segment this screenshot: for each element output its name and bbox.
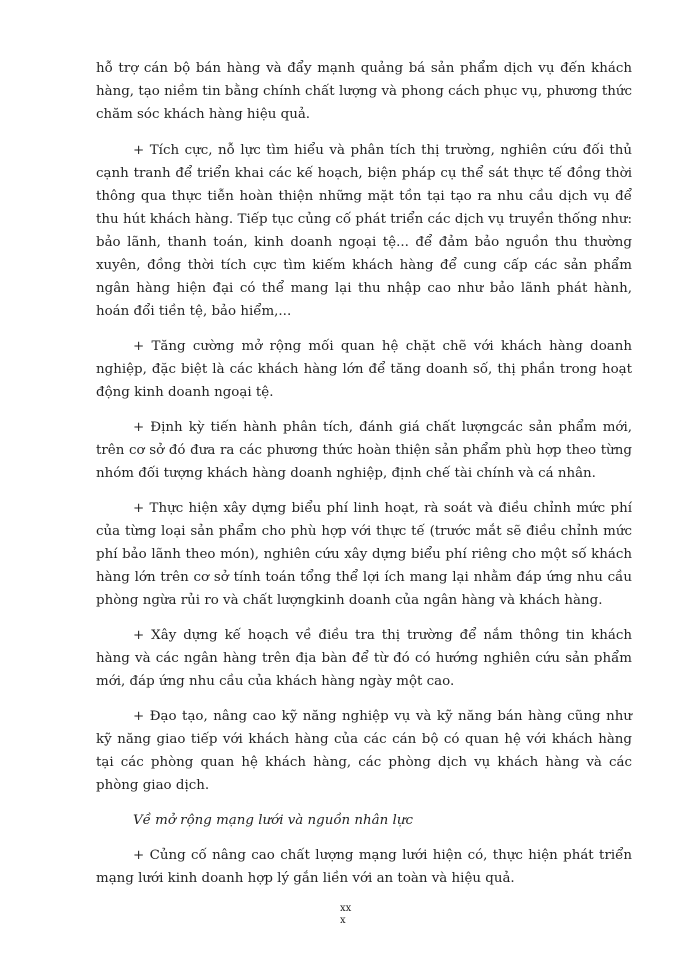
document-page [96, 57, 632, 902]
section-heading: Về mở rộng mạng lưới và nguồn nhân lực [133, 813, 413, 828]
paragraph-network: + Củng cố nâng cao chất lượng mạng lưới hiện có, thực hiện phát triển mạng lưới kinh doanh hợp lý gắn liền với an toàn và hiệu quả. [96, 848, 632, 886]
paragraph-customer-relations: + Tăng cường mở rộng mối quan hệ chặt chẽ với khách hàng doanh nghiệp, đặc biệt là các khách hàng lớn để tăng doanh số, thị phần trong hoạt động kinh doanh ngoại tệ. [96, 339, 632, 400]
paragraph-product-analysis: + Định kỳ tiến hành phân tích, đánh giá chất lượngcác sản phẩm mới, trên cơ sở đó đưa ra các phương thức hoàn thiện sản phẩm phù hợp theo từng nhóm đối tượng khách hàng doanh nghiệp, định chế tài chính và cá nhân. [96, 420, 632, 481]
paragraph-training: + Đạo tạo, nâng cao kỹ năng nghiệp vụ và kỹ năng bán hàng cũng như kỹ năng giao tiếp với khách hàng của các cán bộ có quan hệ với khách hàng tại các phòng quan hệ khách hàng, các phòng dịch vụ khách hàng và các phòng giao dịch. [96, 709, 632, 793]
paragraph-continuation: hỗ trợ cán bộ bán hàng và đẩy mạnh quảng bá sản phẩm dịch vụ đến khách hàng, tạo niềm tin bằng chính chất lượng và phong cách phục vụ, phương thức chăm sóc khách hàng hiệu quả. [96, 61, 632, 122]
paragraph-market-survey: + Xây dựng kế hoạch về điều tra thị trường để nắm thông tin khách hàng và các ngân hàng trên địa bàn để từ đó có hướng nghiên cứu sản phẩm mới, đáp ứng nhu cầu của khách hàng ngày một cao. [96, 628, 632, 689]
page-number: xx x [340, 903, 352, 926]
paragraph-market-research: + Tích cực, nỗ lực tìm hiểu và phân tích thị trường, nghiên cứu đối thủ cạnh tranh để triển khai các kế hoạch, biện pháp cụ thể sát thực tế đồng thời thông qua thực tiễn hoàn thiện những mặt tồn tại tạo ra nhu cầu dịch vụ để thu hút khách hàng. Tiếp tục củng cố phát triển các dịch vụ truyền thống như: bảo lãnh, thanh toán, kinh doanh ngoại tệ... để đảm bảo nguồn thu thường xuyên, đồng thời tích cực tìm kiếm khách hàng để cung cấp các sản phẩm ngân hàng hiện đại có thể mang lại thu nhập cao như bảo lãnh phát hành, hoán đổi tiền tệ, bảo hiểm,... [96, 143, 632, 319]
paragraph-fee-schedule: + Thực hiện xây dựng biểu phí linh hoạt, rà soát và điều chỉnh mức phí của từng loại sản phẩm cho phù hợp với thực tế (trước mắt sẽ điều chỉnh mức phí bảo lãnh theo món), nghiên cứu xây dựng biểu phí riêng cho một số khách hàng lớn trên cơ sở tính toán tổng thể lợi ích mang lại nhằm đáp ứng nhu cầu phòng ngừa rủi ro và chất lượngkinh doanh của ngân hàng và khách hàng. [96, 501, 632, 608]
